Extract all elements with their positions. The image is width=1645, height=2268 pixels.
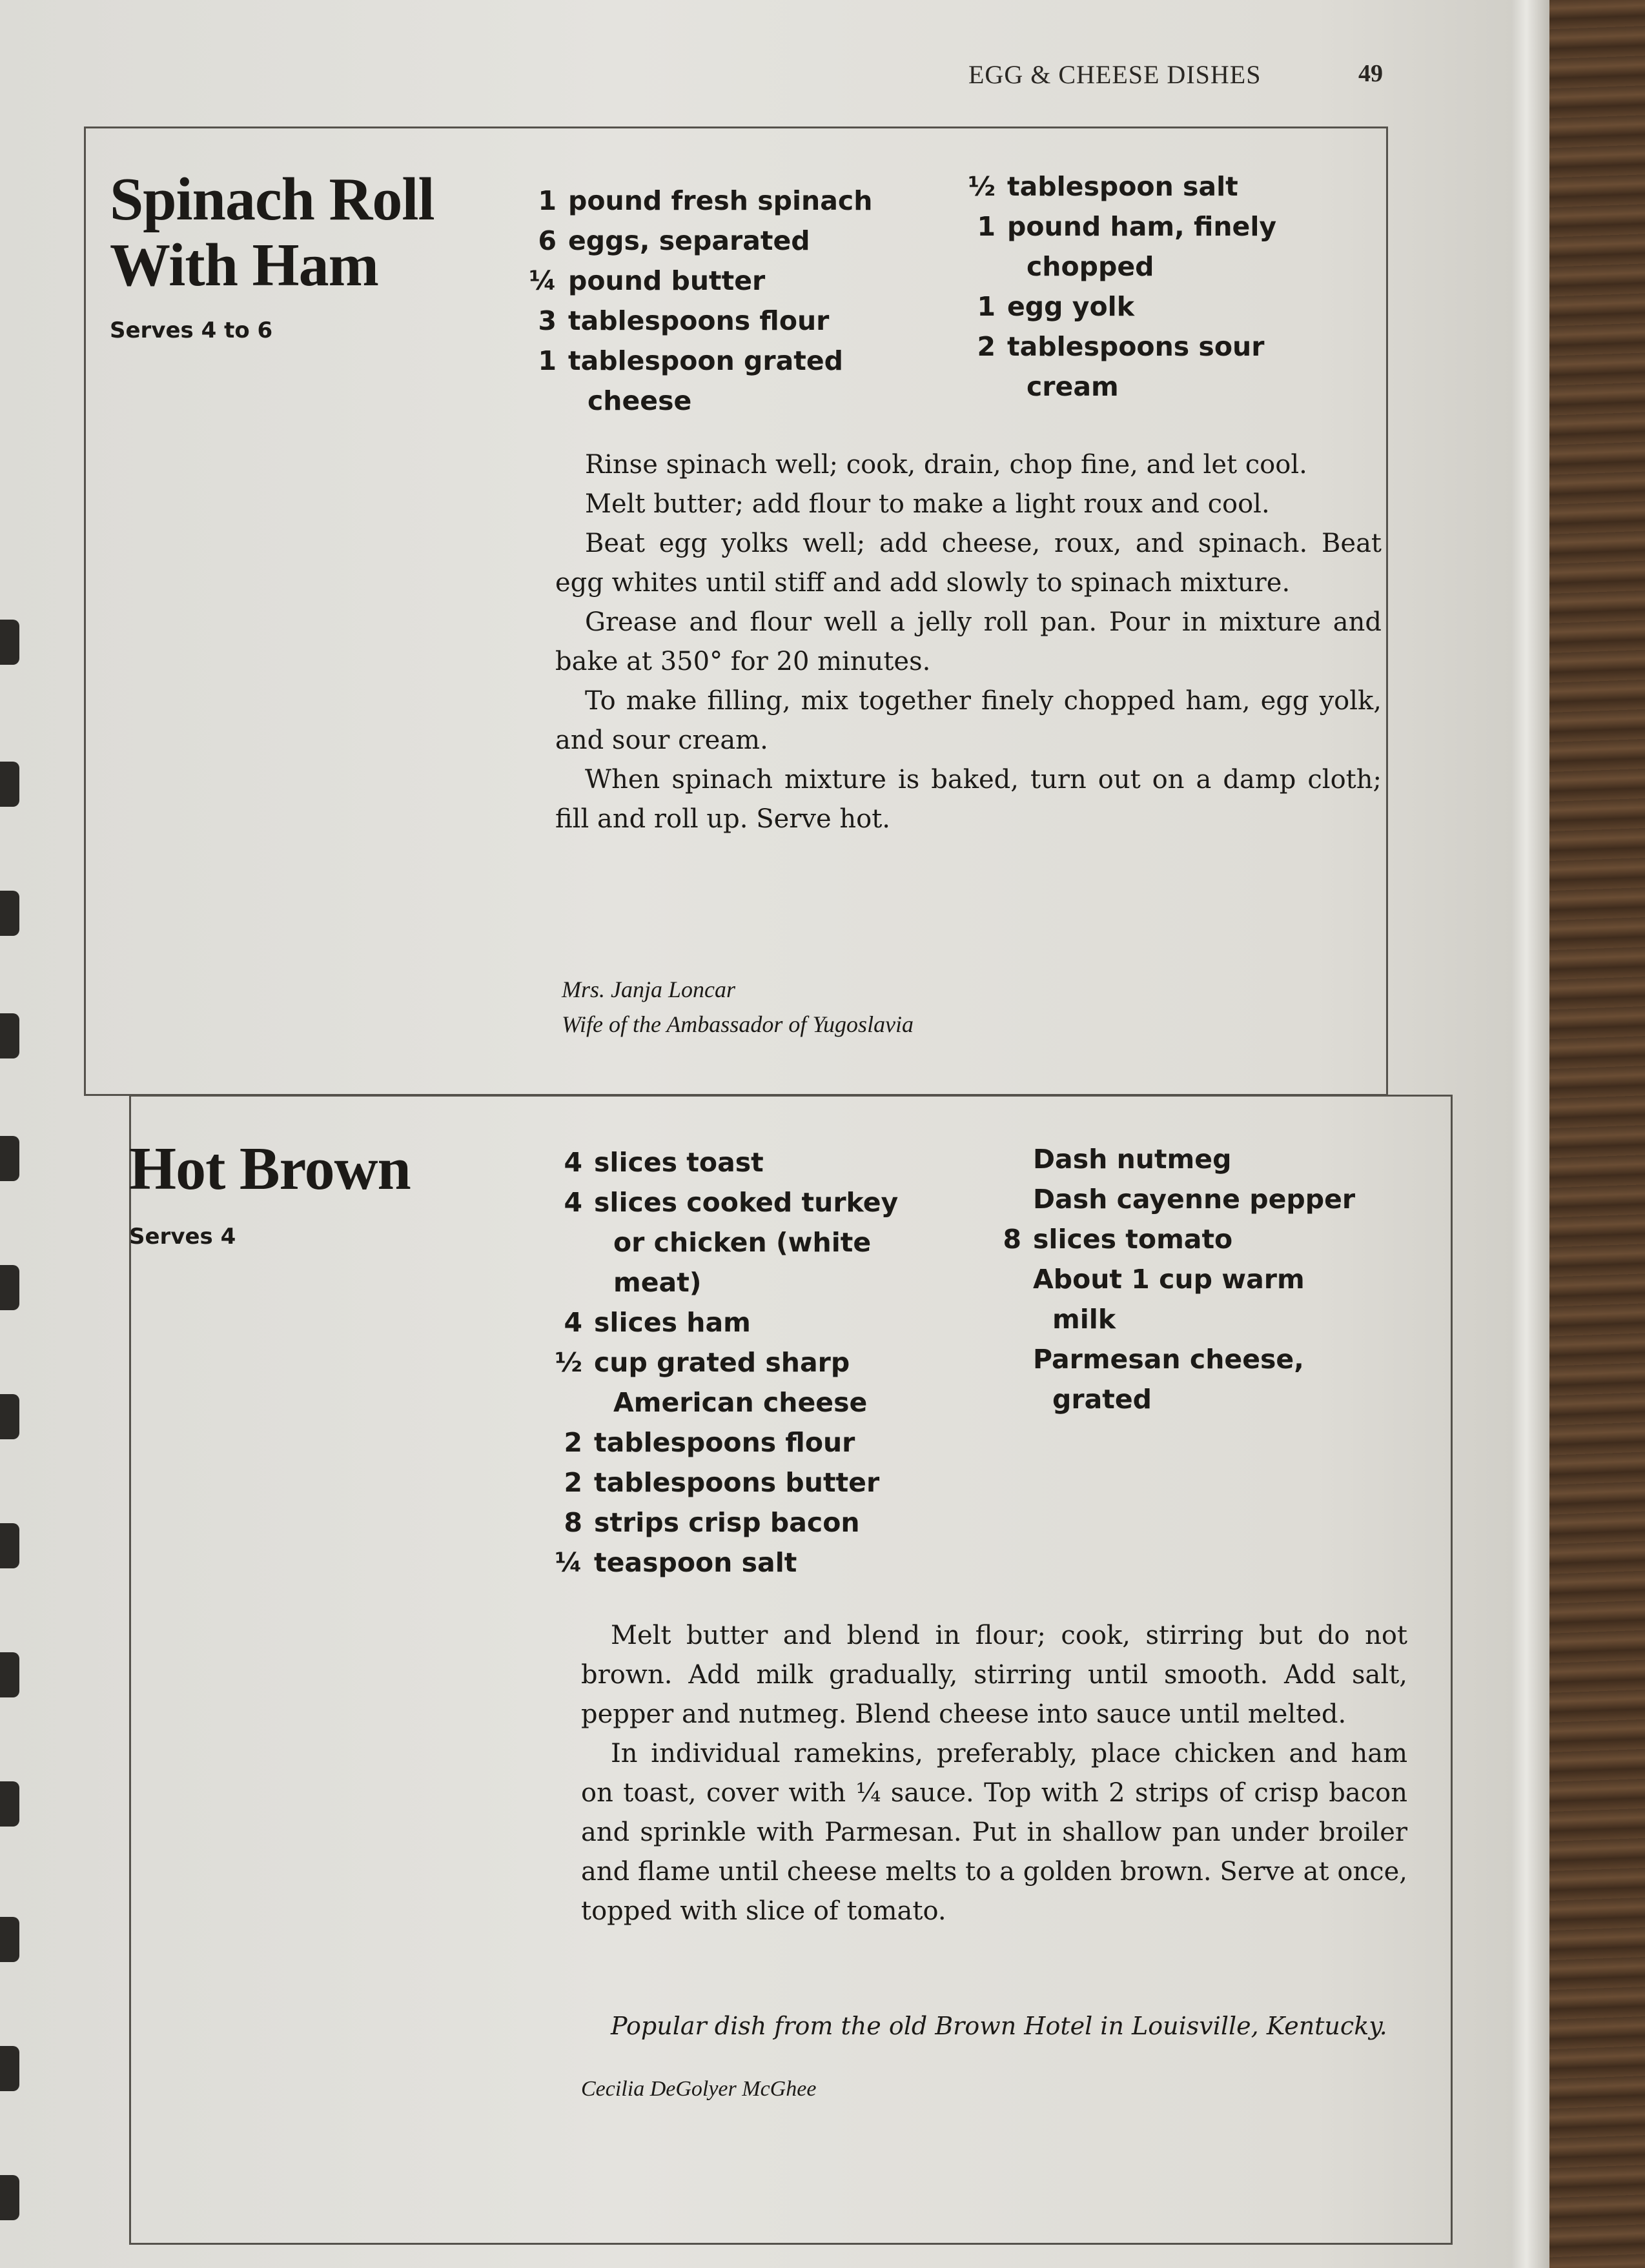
direction-paragraph: Beat egg yolks well; add cheese, roux, and spinach. Beat egg whites until stiff and add slowly to spinach mixture. xyxy=(555,529,1382,598)
binding-ring xyxy=(0,1394,19,1439)
ingredient-text: pound ham, finely xyxy=(1007,211,1277,242)
ingredient-text: slices ham xyxy=(594,1307,751,1338)
binding-ring xyxy=(0,1523,19,1568)
binding-ring xyxy=(0,1917,19,1962)
ingredient-text: pound butter xyxy=(568,265,766,296)
ingredient-quantity: ¼ xyxy=(529,265,557,296)
ingredient-item xyxy=(981,1139,1356,1179)
page-number: 49 xyxy=(1358,60,1383,87)
ingredient-text-continued: American cheese xyxy=(613,1387,868,1418)
serves-label: Serves 4 xyxy=(129,1224,236,1250)
wooden-table-background xyxy=(1537,0,1645,2268)
ingredient-quantity xyxy=(981,1339,1021,1419)
ingredient-text: tablespoons flour xyxy=(594,1427,855,1458)
ingredient-quantity xyxy=(981,1259,1021,1339)
direction-paragraph: To make filling, mix together finely chopped ham, egg yolk, and sour cream. xyxy=(555,686,1382,755)
ingredient-text: cup grated sharp xyxy=(594,1347,850,1378)
section-running-head: EGG & CHEESE DISHES xyxy=(968,60,1262,89)
ingredient-quantity: 4 xyxy=(564,1147,582,1178)
ingredient-item xyxy=(542,1503,917,1543)
ingredient-item xyxy=(542,1423,917,1463)
ingredient-quantity: 8 xyxy=(564,1507,582,1538)
direction-paragraph: In individual ramekins, preferably, place chicken and ham on toast, cover with ¼ sauce. Top with 2 strips of crisp bacon and sprinkle with Parmesan. Put in shallow pan under broiler and flame until cheese melts to a golden brown. Serve at once, topped with slice of tomato. xyxy=(581,1739,1407,1926)
ingredient-item xyxy=(955,287,1330,327)
ingredient-quantity: 2 xyxy=(977,331,996,362)
ingredient-item xyxy=(542,1182,917,1302)
recipe-directions xyxy=(581,1616,1407,1931)
ingredient-text: Parmesan cheese, xyxy=(1033,1344,1304,1375)
ingredient-text: teaspoon salt xyxy=(594,1547,797,1578)
ingredient-item xyxy=(542,1302,917,1342)
ingredient-text: eggs, separated xyxy=(568,225,810,256)
ingredients-right-column xyxy=(981,1139,1356,1419)
ingredient-text: slices toast xyxy=(594,1147,764,1178)
ingredient-text-continued: grated xyxy=(1052,1384,1152,1415)
ingredient-quantity: 3 xyxy=(538,305,557,336)
recipe-title xyxy=(129,1136,411,1202)
attribution xyxy=(562,972,914,1042)
ingredient-quantity: 1 xyxy=(977,211,996,242)
ingredient-text: pound fresh spinach xyxy=(568,185,873,216)
ingredient-quantity: 1 xyxy=(538,345,557,376)
ingredient-item xyxy=(955,327,1330,407)
ingredient-item xyxy=(981,1219,1356,1259)
direction-paragraph: Grease and flour well a jelly roll pan. Pour in mixture and bake at 350° for 20 minutes. xyxy=(555,607,1382,676)
ingredient-quantity: 4 xyxy=(564,1307,582,1338)
ingredients-left-column xyxy=(516,181,891,421)
ingredient-quantity: 2 xyxy=(564,1467,582,1498)
binding-ring xyxy=(0,2046,19,2091)
attribution-title: Wife of the Ambassador of Yugoslavia xyxy=(562,1011,914,1037)
ingredient-text: About 1 cup warm xyxy=(1033,1264,1305,1295)
ingredients-left-column xyxy=(542,1142,917,1583)
ingredient-quantity: 4 xyxy=(564,1187,582,1218)
recipe-note-block xyxy=(581,2007,1407,2107)
binding-ring xyxy=(0,1265,19,1310)
ingredient-quantity xyxy=(981,1139,1021,1179)
ingredient-text: strips crisp bacon xyxy=(594,1507,860,1538)
ingredient-quantity xyxy=(981,1179,1021,1219)
ingredient-text: tablespoons butter xyxy=(594,1467,880,1498)
ingredient-text: slices cooked turkey xyxy=(594,1187,899,1218)
recipe-title-line: With Ham xyxy=(110,232,378,299)
attribution-name: Mrs. Janja Loncar xyxy=(562,977,735,1002)
direction-paragraph: Melt butter and blend in flour; cook, stirring but do not brown. Add milk gradually, stirring until smooth. Add salt, pepper and nutmeg. Blend cheese into sauce until melted. xyxy=(581,1621,1407,1729)
ingredient-item xyxy=(516,341,891,421)
ingredient-text-continued: cream xyxy=(1027,371,1119,402)
ingredient-item xyxy=(955,207,1330,287)
ingredient-item xyxy=(955,167,1330,207)
direction-paragraph: Melt butter; add flour to make a light roux and cool. xyxy=(585,489,1270,519)
ingredient-text: tablespoons sour xyxy=(1007,331,1265,362)
ingredient-quantity: ½ xyxy=(555,1347,582,1378)
ingredient-item xyxy=(981,1179,1356,1219)
ingredient-text-continued: milk xyxy=(1052,1304,1116,1335)
attribution-name: Cecilia DeGolyer McGhee xyxy=(581,2077,817,2101)
ingredient-quantity: ½ xyxy=(968,171,996,202)
ingredient-quantity: 8 xyxy=(1003,1224,1021,1255)
ingredient-item xyxy=(542,1463,917,1503)
ingredient-item xyxy=(542,1543,917,1583)
binding-ring xyxy=(0,620,19,665)
recipe-title-line: Spinach Roll xyxy=(110,166,434,233)
ingredient-item xyxy=(542,1342,917,1423)
ingredient-item xyxy=(516,301,891,341)
ingredient-quantity: 1 xyxy=(538,185,557,216)
ingredient-text: tablespoon grated xyxy=(568,345,844,376)
ingredient-quantity: 6 xyxy=(538,225,557,256)
ingredient-quantity: ¼ xyxy=(555,1547,582,1578)
recipe-title-line: Hot Brown xyxy=(129,1135,411,1202)
direction-paragraph: When spinach mixture is baked, turn out on a damp cloth; fill and roll up. Serve hot. xyxy=(555,765,1382,834)
direction-paragraph: Rinse spinach well; cook, drain, chop fine, and let cool. xyxy=(585,450,1307,480)
binding-ring xyxy=(0,891,19,936)
ingredient-item xyxy=(981,1339,1356,1419)
ingredient-item xyxy=(981,1259,1356,1339)
ingredient-text: egg yolk xyxy=(1007,291,1134,322)
ingredient-item xyxy=(542,1142,917,1182)
ingredient-text-continued: chopped xyxy=(1027,251,1154,282)
binding-ring xyxy=(0,762,19,807)
recipe-note: Popular dish from the old Brown Hotel in Louisville, Kentucky. xyxy=(611,2012,1387,2040)
ingredient-text-continued: or chicken (white meat) xyxy=(613,1227,872,1298)
ingredient-text: tablespoon salt xyxy=(1007,171,1238,202)
binding-ring xyxy=(0,1781,19,1827)
ingredient-text: Dash nutmeg xyxy=(1033,1144,1232,1175)
page-stack-edge xyxy=(1511,0,1549,2268)
ingredient-quantity: 2 xyxy=(564,1427,582,1458)
binding-ring xyxy=(0,2175,19,2220)
ingredient-text: Dash cayenne pepper xyxy=(1033,1184,1356,1215)
ingredient-text: slices tomato xyxy=(1033,1224,1233,1255)
ingredient-item xyxy=(516,181,891,221)
binding-ring xyxy=(0,1013,19,1058)
ingredient-quantity: 1 xyxy=(977,291,996,322)
ingredient-item xyxy=(516,261,891,301)
binding-ring xyxy=(0,1652,19,1697)
serves-label: Serves 4 to 6 xyxy=(110,318,273,343)
recipe-title xyxy=(110,167,434,298)
ingredient-text: tablespoons flour xyxy=(568,305,830,336)
ingredient-item xyxy=(516,221,891,261)
recipe-directions xyxy=(555,445,1382,839)
binding-ring xyxy=(0,1136,19,1181)
ingredients-right-column xyxy=(955,167,1330,407)
ingredient-text-continued: cheese xyxy=(588,385,692,416)
